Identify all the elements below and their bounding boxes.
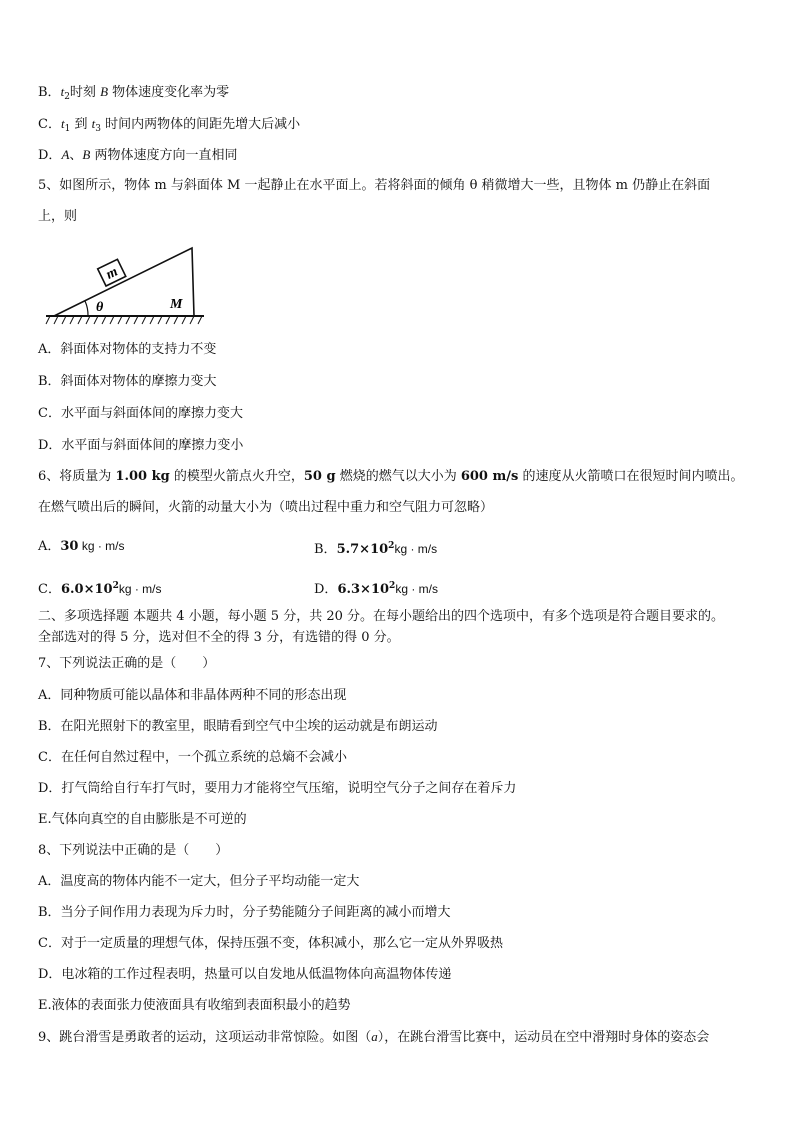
q7-option-e: E.气体向真空的自由膨胀是不可逆的: [38, 812, 247, 827]
q6-option-a: A．30 kg · m/s: [38, 539, 125, 554]
q7-option-a: A．同种物质可能以晶体和非晶体两种不同的形态出现: [38, 688, 347, 703]
q9-stem: 9、跳台滑雪是勇敢者的运动，这项运动非常惊险。如图（a），在跳台滑雪比赛中，运动员在空中滑翔时身体的姿态会: [38, 1029, 710, 1045]
q7-option-b: B．在阳光照射下的教室里，眼睛看到空气中尘埃的运动就是布朗运动: [38, 719, 438, 734]
q4-option-c: C．$t_1$ 到 $t_3$ 时间内两物体的间距先增大后减小: [38, 116, 301, 134]
q5-option-c: C．水平面与斜面体间的摩擦力变大: [38, 406, 243, 421]
q8-option-e: E.液体的表面张力使液面具有收缩到表面积最小的趋势: [38, 998, 351, 1013]
q8-option-d: D．电冰箱的工作过程表明，热量可以自发地从低温物体向高温物体传递: [38, 967, 452, 982]
q4-option-b: B．$t_2$时刻 B 物体速度变化率为零: [38, 84, 230, 102]
q7-option-c: C．在任何自然过程中，一个孤立系统的总熵不会减小: [38, 750, 347, 765]
q5-option-d: D．水平面与斜面体间的摩擦力变小: [38, 438, 244, 453]
q8-option-b: B．当分子间作用力表现为斥力时，分子势能随分子间距离的减小而增大: [38, 905, 451, 920]
wedge-label: M: [170, 297, 183, 312]
q8-stem: 8、下列说法中正确的是（ ）: [38, 843, 229, 858]
q6-option-d: D．$6.3\times 10^2kg \cdot m/s$: [314, 581, 438, 597]
q7-option-d: D．打气筒给自行车打气时，要用力才能将空气压缩，说明空气分子之间存在着斥力: [38, 781, 517, 796]
q4-option-d: D．A、B 两物体速度方向一直相同: [38, 147, 238, 163]
q5-option-a: A．斜面体对物体的支持力不变: [38, 342, 217, 357]
ground-hatching: [46, 316, 202, 324]
section2-heading-line1: 二、多项选择题 本题共 4 小题，每小题 5 分，共 20 分。在每小题给出的四个选项中，有多个选项是符合题目要求的。: [38, 609, 725, 624]
q5-stem-line1: 5、如图所示，物体 m 与斜面体 M 一起静止在水平面上。若将斜面的倾角 θ 稍微增大一些，且物体 m 仍静止在斜面: [38, 178, 711, 193]
section2-heading-line2: 全部选对的得 5 分，选对但不全的得 3 分，有选错的得 0 分。: [38, 630, 400, 645]
angle-arc: [85, 301, 88, 316]
q5-stem-line2: 上，则: [38, 209, 78, 224]
q6-stem-line1: 6、将质量为 1.00 kg 的模型火箭点火升空，50 g 燃烧的燃气以大小为 600 m/s 的速度从火箭喷口在很短时间内喷出。: [38, 469, 744, 484]
angle-label: θ: [96, 300, 104, 315]
q5-option-b: B．斜面体对物体的摩擦力变大: [38, 374, 217, 389]
q6-option-b: B．$5.7\times 10^2kg \cdot m/s$: [314, 541, 438, 557]
incline-figure: [44, 244, 208, 330]
q7-stem: 7、下列说法正确的是（ ）: [38, 656, 216, 671]
block-label: m: [103, 264, 121, 283]
q6-stem-line2: 在燃气喷出后的瞬间，火箭的动量大小为（喷出过程中重力和空气阻力可忽略）: [38, 500, 494, 515]
q8-option-c: C．对于一定质量的理想气体，保持压强不变，体积减小，那么它一定从外界吸热: [38, 936, 503, 951]
q6-option-c: C．$6.0\times 10^2kg \cdot m/s$: [38, 581, 162, 597]
q8-option-a: A．温度高的物体内能不一定大，但分子平均动能一定大: [38, 874, 360, 889]
